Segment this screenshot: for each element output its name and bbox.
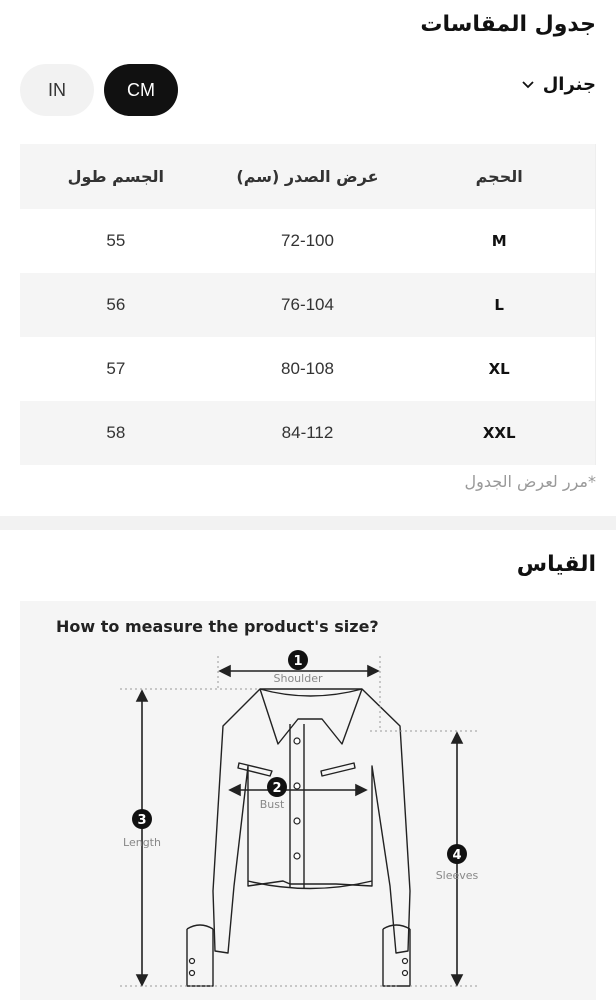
cell-length: 55 bbox=[106, 231, 126, 250]
left-pocket bbox=[238, 763, 272, 776]
shoulder-label: Shoulder bbox=[273, 672, 323, 685]
badge-1-number: 1 bbox=[293, 654, 303, 669]
table-row bbox=[20, 401, 595, 465]
region-label: جنرال bbox=[542, 74, 596, 95]
shirt-body-outline bbox=[213, 689, 410, 953]
cell-length: 56 bbox=[106, 295, 126, 314]
header-size: الحجم bbox=[475, 167, 523, 186]
cell-size: XXL bbox=[482, 424, 516, 442]
chevron-down-icon bbox=[521, 80, 535, 90]
shirt-placket bbox=[290, 724, 304, 888]
shirt-hem bbox=[248, 881, 372, 889]
cuff-button bbox=[403, 971, 408, 976]
right-cuff bbox=[383, 929, 410, 986]
unit-cm-button[interactable]: CM bbox=[104, 64, 178, 116]
cuff-button bbox=[190, 959, 195, 964]
cell-length: 57 bbox=[106, 359, 126, 378]
header-length: الجسم طول bbox=[67, 167, 165, 186]
table-row bbox=[20, 273, 595, 337]
unit-toggle bbox=[20, 64, 178, 116]
bust-label: Bust bbox=[259, 798, 285, 811]
shirt-button bbox=[294, 738, 300, 744]
section-divider bbox=[0, 516, 616, 530]
cell-bust: 76-104 bbox=[281, 295, 334, 314]
cell-size: XL bbox=[488, 360, 510, 378]
shirt-button bbox=[294, 818, 300, 824]
table-header bbox=[20, 144, 595, 209]
cell-size: L bbox=[494, 296, 504, 314]
left-cuff bbox=[187, 929, 213, 986]
cell-size: M bbox=[491, 232, 507, 250]
header-bust: عرض الصدر (سم) bbox=[236, 167, 379, 186]
badge-2-number: 2 bbox=[272, 781, 282, 796]
sleeves-label: Sleeves bbox=[435, 869, 479, 882]
region-dropdown[interactable] bbox=[521, 74, 596, 95]
badge-3-number: 3 bbox=[137, 813, 147, 828]
size-chart-title: جدول المقاسات bbox=[420, 12, 596, 37]
shirt-button bbox=[294, 853, 300, 859]
length-label: Length bbox=[123, 836, 161, 849]
cell-bust: 72-100 bbox=[281, 231, 334, 250]
scroll-hint: *مرر لعرض الجدول bbox=[464, 472, 596, 491]
measurement-title: القياس bbox=[516, 552, 596, 577]
shirt-diagram bbox=[20, 601, 596, 1000]
badge-4-number: 4 bbox=[452, 848, 462, 863]
right-pocket bbox=[321, 763, 355, 776]
measurement-illustration bbox=[20, 601, 596, 1000]
how-to-measure-title: How to measure the product's size? bbox=[56, 617, 379, 636]
table-row bbox=[20, 209, 595, 273]
size-table bbox=[20, 144, 596, 465]
cell-length: 58 bbox=[106, 423, 126, 442]
cell-bust: 80-108 bbox=[281, 359, 334, 378]
cuff-button bbox=[190, 971, 195, 976]
cuff-button bbox=[403, 959, 408, 964]
table-row bbox=[20, 337, 595, 401]
shirt-collar bbox=[260, 689, 362, 744]
cell-bust: 84-112 bbox=[281, 423, 334, 442]
unit-in-button[interactable]: IN bbox=[20, 64, 94, 116]
shirt-button bbox=[294, 783, 300, 789]
